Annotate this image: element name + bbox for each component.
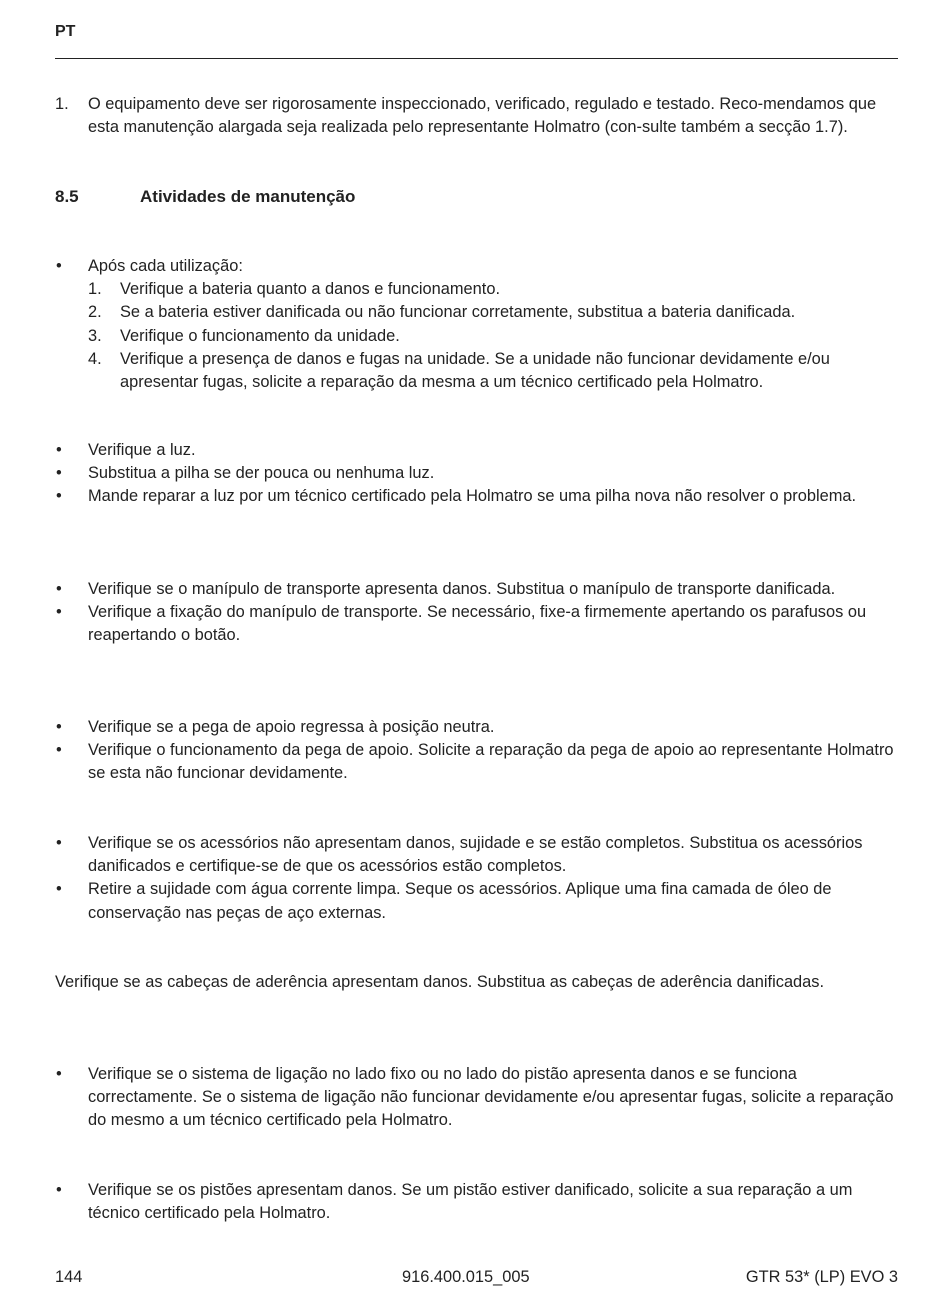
list-text: Verifique se o manípulo de transporte apresenta danos. Substitua o manípulo de transporte danificada.: [88, 580, 836, 598]
list-text: Verifique se os acessórios não apresentam danos, sujidade e se estão completos. Substitua os acessórios danificados e certifique-se de que os acessórios estão completos.: [88, 834, 863, 876]
product-model: GTR 53* (LP) EVO 3: [745, 1268, 898, 1286]
list-item: [55, 716, 900, 739]
carry-handle-list: [55, 578, 900, 648]
bullet-icon: •: [56, 487, 62, 506]
step-text: Se a bateria estiver danificada ou não funcionar corretamente, substitua a bateria danificada.: [120, 303, 796, 322]
bullet-icon: •: [56, 718, 62, 736]
pistons-list: [55, 1179, 900, 1225]
list-text: O equipamento deve ser rigorosamente inspeccionado, verificado, regulado e testado. Reco-mendamos que esta manutenção alargada seja realizada pelo representante Holmatro (con-sulte também a secção 1.7).: [88, 95, 877, 137]
list-item: [55, 1179, 900, 1225]
list-text: Verifique a fixação do manípulo de transporte. Se necessário, fixe-a firmemente apertando os parafusos ou reapertando o botão.: [88, 603, 867, 645]
list-item: [55, 93, 900, 139]
document-number: 916.400.015_005: [402, 1268, 530, 1286]
bullet-icon: •: [56, 464, 62, 483]
bullet-icon: •: [56, 603, 62, 622]
list-text: Mande reparar a luz por um técnico certificado pela Holmatro se uma pilha nova não resolver o problema.: [88, 487, 857, 506]
page-footer: [55, 1266, 898, 1290]
list-text: Verifique a luz.: [88, 441, 196, 459]
accessories-list: [55, 832, 900, 925]
list-text: Retire a sujidade com água corrente limpa. Seque os acessórios. Aplique uma fina camada de óleo de conservação nas peças de aço externas.: [88, 880, 832, 922]
list-item: [55, 878, 900, 924]
step-number: 3.: [88, 326, 102, 345]
bullet-icon: •: [56, 1065, 62, 1083]
list-text: Verifique o funcionamento da pega de apoio. Solicite a reparação da pega de apoio ao representante Holmatro se esta não funcionar devidamente.: [88, 741, 894, 783]
after-use-list: [55, 255, 900, 394]
grip-heads-paragraph: Verifique se as cabeças de aderência apresentam danos. Substitua as cabeças de aderência danificadas.: [55, 973, 825, 991]
list-item: [55, 601, 900, 647]
list-item: [55, 439, 900, 462]
list-item: [55, 739, 900, 785]
connection-system-list: [55, 1063, 900, 1133]
step-text: Verifique a presença de danos e fugas na unidade. Se a unidade não funcionar devidamente e/ou apresentar fugas, solicite a reparação da mesma a um técnico certificado pela Holmatro.: [120, 349, 830, 392]
section-number: 8.5: [55, 187, 79, 206]
step-number: 4.: [88, 349, 102, 368]
list-text: Verifique se o sistema de ligação no lado fixo ou no lado do pistão apresenta danos e se funciona correctamente. Se o sistema de ligação não funcionar devidamente e/ou apresentar fugas, solicite a reparação do mesmo a um técnico certificado pela Holmatro.: [88, 1065, 894, 1130]
bullet-icon: •: [56, 880, 62, 899]
light-list: [55, 439, 900, 509]
bullet-icon: •: [56, 257, 62, 275]
bullet-icon: •: [56, 741, 62, 760]
list-item: [55, 832, 900, 878]
list-item: [55, 462, 900, 485]
section-title: Atividades de manutenção: [140, 187, 356, 206]
list-item: [55, 1063, 900, 1133]
step-item: [88, 325, 900, 348]
support-handle-list: [55, 716, 900, 786]
step-number: 1.: [88, 280, 102, 299]
header-divider: [55, 58, 898, 59]
list-text: Verifique se os pistões apresentam danos. Se um pistão estiver danificado, solicite a sua reparação a um técnico certificado pela Holmatro.: [88, 1181, 853, 1223]
steps-list: [88, 278, 900, 394]
step-item: [88, 301, 900, 324]
step-text: Verifique a bateria quanto a danos e funcionamento.: [120, 280, 500, 299]
bullet-icon: •: [56, 1181, 62, 1199]
step-text: Verifique o funcionamento da unidade.: [120, 326, 400, 345]
intro-list: [55, 93, 900, 139]
page-number: 144: [55, 1268, 83, 1286]
list-number: 1.: [55, 95, 69, 113]
step-item: [88, 348, 900, 394]
language-code: PT: [55, 23, 76, 40]
list-text: Substitua a pilha se der pouca ou nenhuma luz.: [88, 464, 435, 483]
list-item: [55, 578, 900, 601]
list-item: [55, 255, 900, 394]
bullet-icon: •: [56, 834, 62, 852]
bullet-icon: •: [56, 441, 62, 459]
step-number: 2.: [88, 303, 102, 322]
bullet-icon: •: [56, 580, 62, 598]
list-item: [55, 485, 900, 508]
list-text: Verifique se a pega de apoio regressa à posição neutra.: [88, 718, 495, 736]
list-text: Após cada utilização:: [88, 257, 243, 275]
step-item: [88, 278, 900, 301]
